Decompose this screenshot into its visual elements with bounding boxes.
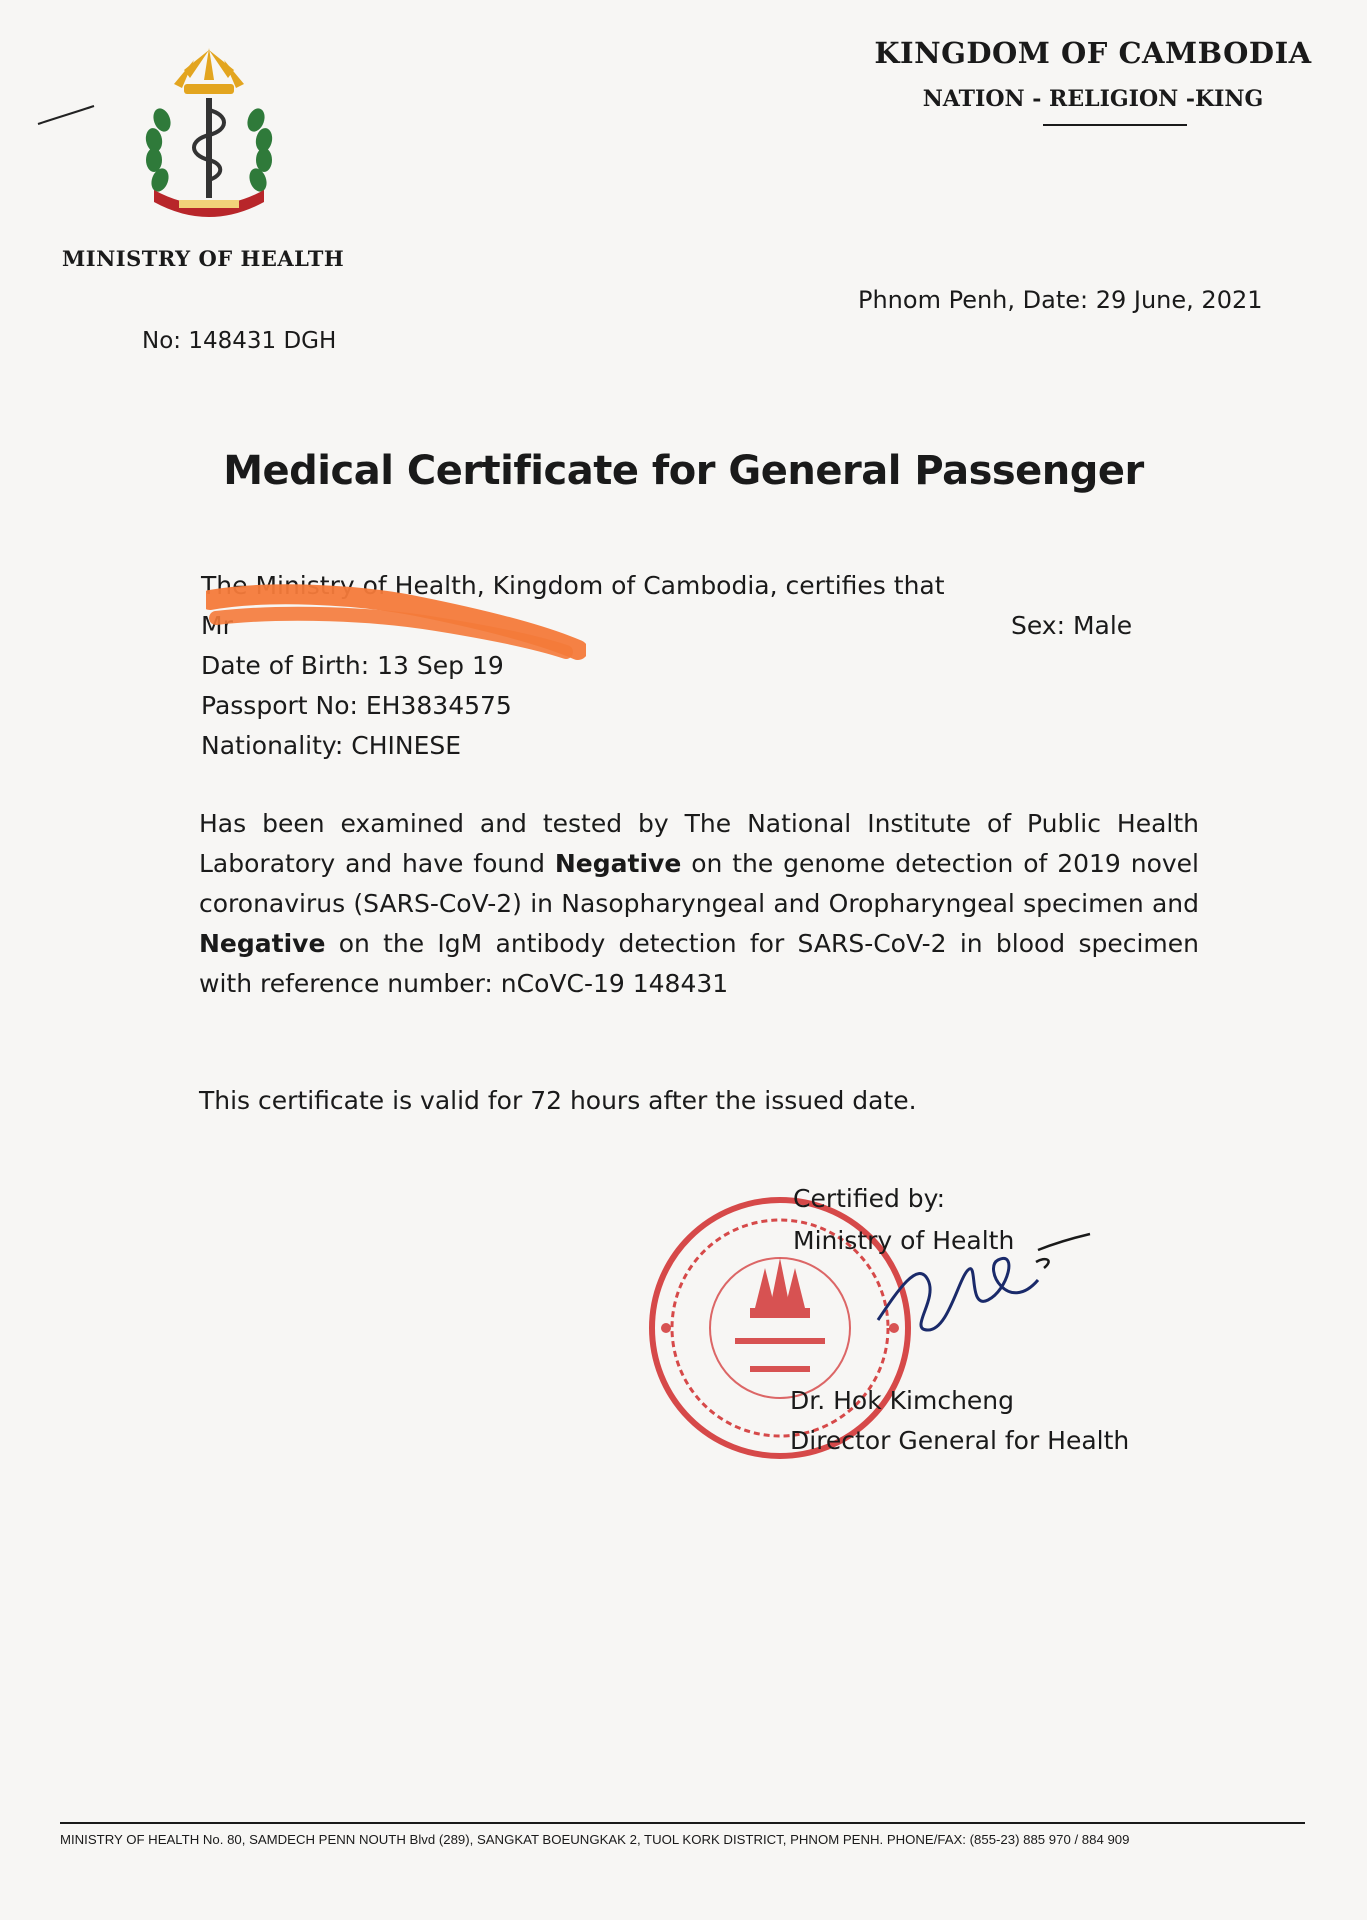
certifying-org: Ministry of Health [793,1226,1015,1255]
motto-underline [1043,124,1187,126]
negative-result-1: Negative [554,849,682,878]
ministry-heading: MINISTRY OF HEALTH [62,246,345,271]
footer-divider [60,1822,1305,1824]
statement-part-1: Has been examined and tested by The National Institute of Public Health Laboratory and have found [199,809,1199,878]
passport-field: Passport No: EH3834575 [201,691,512,720]
certify-intro: The Ministry of Health, Kingdom of Cambodia, certifies that [201,571,945,600]
footer-address: MINISTRY OF HEALTH No. 80, SAMDECH PENN NOUTH Blvd (289), SANGKAT BOEUNGKAK 2, TUOL KORK DISTRICT, PHNOM PENH. PHONE/FAX: (855-23) 885 970 / 884 909 [60,1832,1130,1847]
nationality-field: Nationality: CHINESE [201,731,462,760]
statement-part-3: on the IgM antibody detection for SARS-CoV-2 in blood specimen with reference number: nCoVC-19 148431 [199,929,1199,998]
pen-stroke-mark [36,100,96,130]
signer-title: Director General for Health [790,1426,1130,1455]
validity-statement: This certificate is valid for 72 hours after the issued date. [199,1086,917,1115]
signer-block [790,1381,1129,1461]
dob-field: Date of Birth: 13 Sep 19 [201,651,504,680]
motto-heading: NATION - RELIGION -KING [922,86,1264,112]
name-field: Mr [201,611,233,640]
examination-statement [199,804,1199,1004]
document-number: No: 148431 DGH [142,328,337,354]
statement-part-2: on the genome detection of 2019 novel coronavirus (SARS-CoV-2) in Nasopharyngeal and Oropharyngeal specimen and [199,849,1199,918]
certified-by-label: Certified by: [793,1184,946,1213]
negative-result-2: Negative [199,929,326,958]
signature-mark [868,1220,1098,1350]
ministry-emblem-icon [124,40,294,230]
signer-name: Dr. Hok Kimcheng [790,1386,1015,1415]
sex-field: Sex: Male [1011,611,1133,640]
page-title: Medical Certificate for General Passenger [223,448,1144,494]
issue-date: Phnom Penh, Date: 29 June, 2021 [858,286,1263,314]
kingdom-heading: KINGDOM OF CAMBODIA [874,36,1312,70]
redaction-mark [206,584,586,664]
